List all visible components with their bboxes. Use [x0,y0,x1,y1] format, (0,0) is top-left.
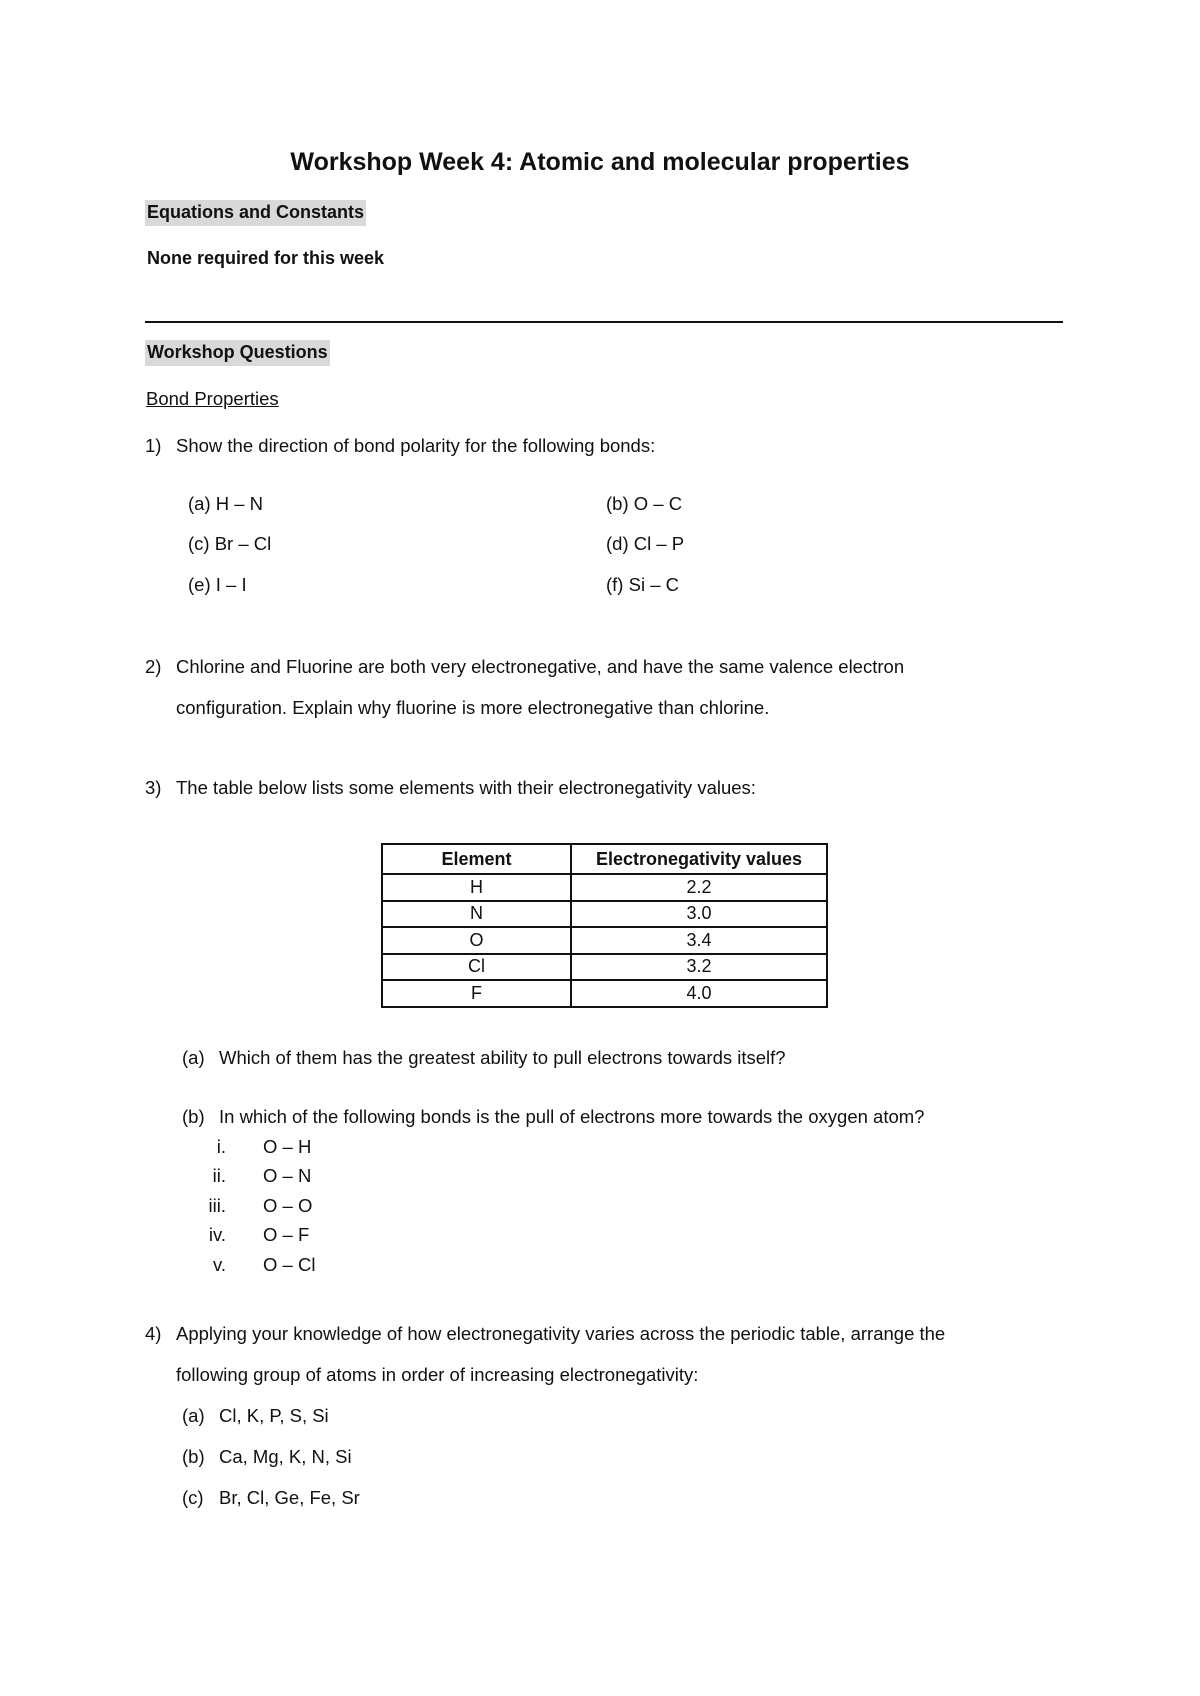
table-row [382,980,827,1007]
question-3b-label: (b) [182,1106,205,1127]
element-cell: N [382,901,571,928]
table-row [382,874,827,901]
question-4b-label: (b) [182,1446,205,1467]
bond-item: (d) Cl – P [606,533,685,554]
option-number: i. [216,1136,226,1157]
table-row [382,954,827,981]
question-4a-label: (a) [182,1405,205,1426]
value-cell: 3.2 [571,954,827,981]
bond-item: (e) I – I [188,574,247,595]
question-4-number: 4) [145,1323,162,1344]
question-4-text-line2: following group of atoms in order of increasing electronegativity: [176,1364,699,1385]
question-1-number: 1) [145,435,162,456]
option-text: O – F [263,1224,310,1245]
bond-item: (c) Br – Cl [188,533,272,554]
bond-properties-subheading: Bond Properties [146,388,279,409]
section-divider [145,321,1063,323]
column-header-element: Element [382,844,571,874]
question-3b-text: In which of the following bonds is the pull of electrons more towards the oxygen atom? [219,1106,925,1127]
question-3a-text: Which of them has the greatest ability to pull electrons towards itself? [219,1047,786,1068]
option-number: v. [212,1254,226,1275]
bond-item: (b) O – C [606,493,683,514]
question-2-text-line2: configuration. Explain why fluorine is more electronegative than chlorine. [176,697,770,718]
question-4c-text: Br, Cl, Ge, Fe, Sr [219,1487,360,1508]
element-cell: Cl [382,954,571,981]
questions-heading: Workshop Questions [145,340,330,366]
question-3-text: The table below lists some elements with their electronegativity values: [176,777,756,798]
option-text: O – O [263,1195,313,1216]
option-text: O – Cl [263,1254,316,1275]
column-header-electronegativity: Electronegativity values [571,844,827,874]
value-cell: 3.0 [571,901,827,928]
question-4c-label: (c) [182,1487,204,1508]
option-number: iii. [208,1195,226,1216]
element-cell: O [382,927,571,954]
table-row [382,927,827,954]
bond-item: (a) H – N [188,493,264,514]
option-number: iv. [208,1224,226,1245]
option-text: O – N [263,1165,312,1186]
value-cell: 3.4 [571,927,827,954]
equations-heading: Equations and Constants [145,200,366,226]
question-2-text-line1: Chlorine and Fluorine are both very electronegative, and have the same valence electron [176,656,905,677]
question-4-text-line1: Applying your knowledge of how electronegativity varies across the periodic table, arrange the [176,1323,946,1344]
question-4a-text: Cl, K, P, S, Si [219,1405,329,1426]
element-cell: H [382,874,571,901]
value-cell: 2.2 [571,874,827,901]
table-row [382,901,827,928]
table-header-row [382,844,827,874]
question-3a-label: (a) [182,1047,205,1068]
page-title: Workshop Week 4: Atomic and molecular properties [290,148,910,176]
element-cell: F [382,980,571,1007]
question-2-number: 2) [145,656,162,677]
option-text: O – H [263,1136,312,1157]
option-number: ii. [212,1165,226,1186]
electronegativity-table [381,843,828,1008]
question-3-number: 3) [145,777,162,798]
value-cell: 4.0 [571,980,827,1007]
equations-text: None required for this week [147,248,385,268]
bond-item: (f) Si – C [606,574,679,595]
question-1-text: Show the direction of bond polarity for the following bonds: [176,435,656,456]
question-4b-text: Ca, Mg, K, N, Si [219,1446,352,1467]
